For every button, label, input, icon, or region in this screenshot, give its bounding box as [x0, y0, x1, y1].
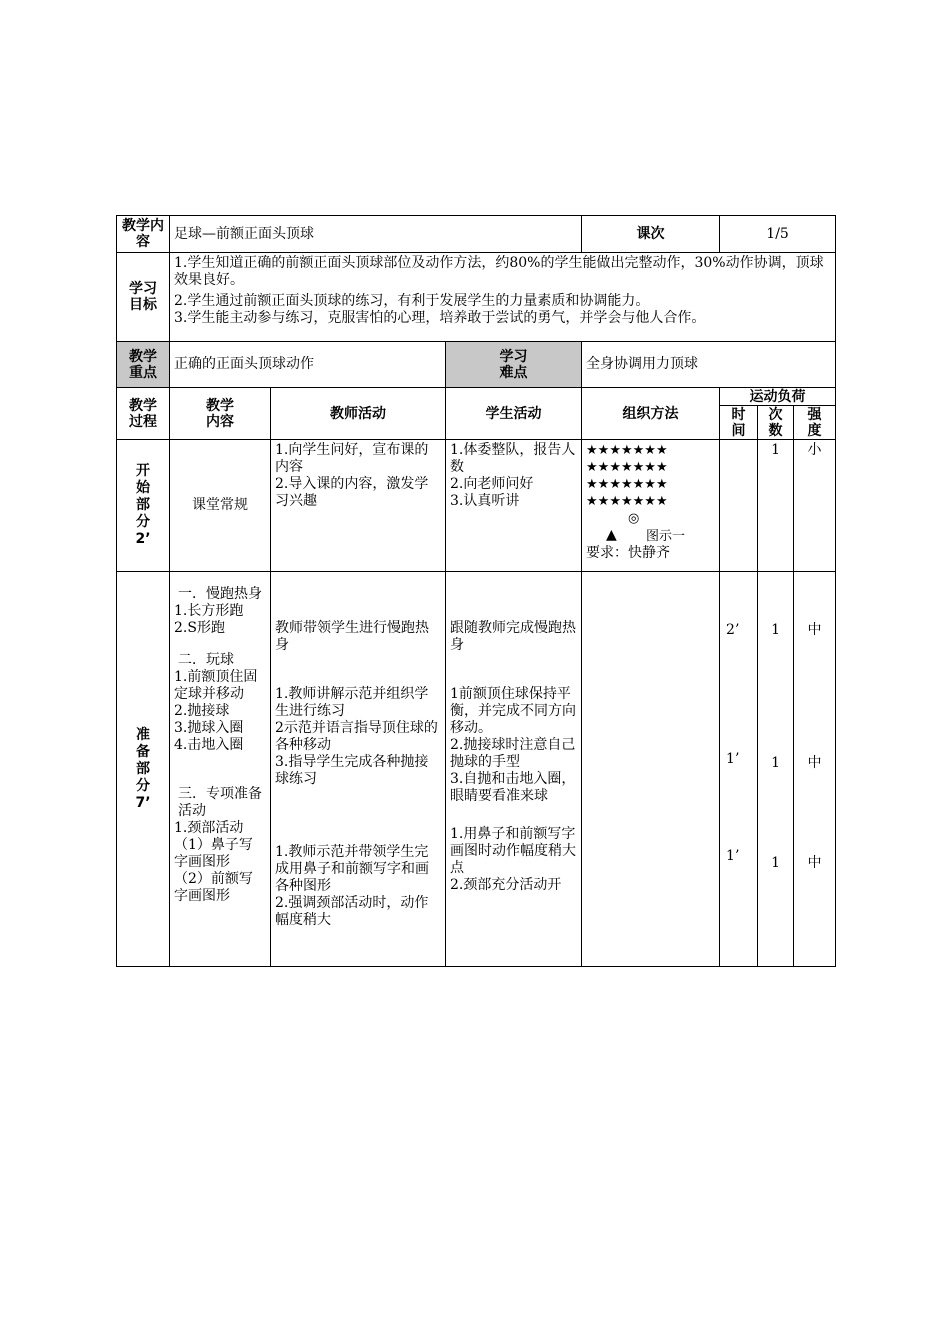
difficulty-label: 学习 难点: [446, 342, 582, 388]
prep-content: 一．慢跑热身 1.长方形跑 2.S形跑 二．玩球 1.前额顶住固定球并移动 2.抛接球 3.抛球入圈 4.击地入圈 三．专项准备活动 1.颈部活动 （1）鼻子写字画图形 （2）前额写字画图形: [170, 572, 271, 967]
student-header: 学生活动: [446, 388, 582, 440]
objective-item: 3.学生能主动参与练习，克服害怕的心理，培养敢于尝试的勇气，并学会与他人合作。: [174, 310, 706, 326]
formation-row: ★★★★★★★: [586, 477, 668, 492]
lesson-plan-table: [116, 215, 836, 967]
count-header: 次数: [758, 406, 794, 440]
lesson-value: 1/5: [720, 216, 836, 253]
teacher-header: 教师活动: [271, 388, 446, 440]
process-header: 教学过程: [117, 388, 170, 440]
intensity-header: 强度: [794, 406, 836, 440]
formation-row: ★★★★★★★: [586, 494, 668, 509]
objectives-content: [170, 253, 836, 342]
difficulty-value: 全身协调用力顶球: [582, 342, 836, 388]
lesson-label: 课次: [582, 216, 720, 253]
prep-section-row: [117, 572, 836, 967]
organization-header: 组织方法: [582, 388, 720, 440]
prep-student: 跟随教师完成慢跑热身 1前额顶住球保持平衡，并完成不同方向移动。 2.抛接球时注意自己抛球的手型 3.自抛和击地入圈，眼睛要看准来球 1.用鼻子和前额写字画图时动作幅度稍大点 2.颈部充分活动开: [446, 572, 582, 967]
prep-organization: [582, 572, 720, 967]
teacher-mark: ◎: [628, 511, 640, 526]
content-header: 教学 内容: [170, 388, 271, 440]
header-row: [117, 216, 836, 253]
key-points-label: 教学重点: [117, 342, 170, 388]
prep-count: 1 1 1: [758, 572, 794, 967]
start-student: 1.体委整队，报告人数 2.向老师问好 3.认真听讲: [446, 440, 582, 572]
start-section-row: [117, 440, 836, 572]
column-header-row: [117, 388, 836, 406]
prep-teacher: 教师带领学生进行慢跑热身 1.教师讲解示范并组织学生进行练习 2示范并语言指导顶住球的各种移动 3.指导学生完成各种抛接球练习 1.教师示范并带领学生完成用鼻子和前额写字和画各种图形 2.强调颈部活动时，动作幅度稍大: [271, 572, 446, 967]
objective-item: 1.学生知道正确的前额正面头顶球部位及动作方法，约80%的学生能做出完整动作，30%动作协调，顶球效果良好。: [174, 255, 824, 288]
load-header: 运动负荷: [720, 388, 836, 406]
triangle-icon: ▲: [606, 527, 617, 543]
content-label: 教学内容: [117, 216, 170, 253]
start-intensity: 小: [794, 440, 836, 572]
prep-section-label: 准备部分7’: [117, 572, 170, 967]
diagram-caption: 图示一: [646, 529, 686, 544]
objectives-label: 学习目标: [117, 253, 170, 342]
start-time: [720, 440, 758, 572]
start-content: 课堂常规: [170, 440, 271, 572]
objectives-row: [117, 253, 836, 342]
time-header: 时间: [720, 406, 758, 440]
start-count: 1: [758, 440, 794, 572]
start-teacher: 1.向学生问好，宣布课的内容 2.导入课的内容，激发学习兴趣: [271, 440, 446, 572]
start-organization: [582, 440, 720, 572]
key-points-row: [117, 342, 836, 388]
objective-item: 2.学生通过前额正面头顶球的练习，有利于发展学生的力量素质和协调能力。: [174, 293, 650, 309]
prep-intensity: 中 中 中: [794, 572, 836, 967]
prep-time: 2’ 1’ 1’: [720, 572, 758, 967]
content-value: 足球—前额正面头顶球: [170, 216, 582, 253]
formation-row: ★★★★★★★: [586, 443, 668, 458]
key-points-value: 正确的正面头顶球动作: [170, 342, 446, 388]
org-requirement: 要求：快静齐: [586, 545, 671, 561]
formation-row: ★★★★★★★: [586, 460, 668, 475]
start-section-label: 开始部分2’: [117, 440, 170, 572]
